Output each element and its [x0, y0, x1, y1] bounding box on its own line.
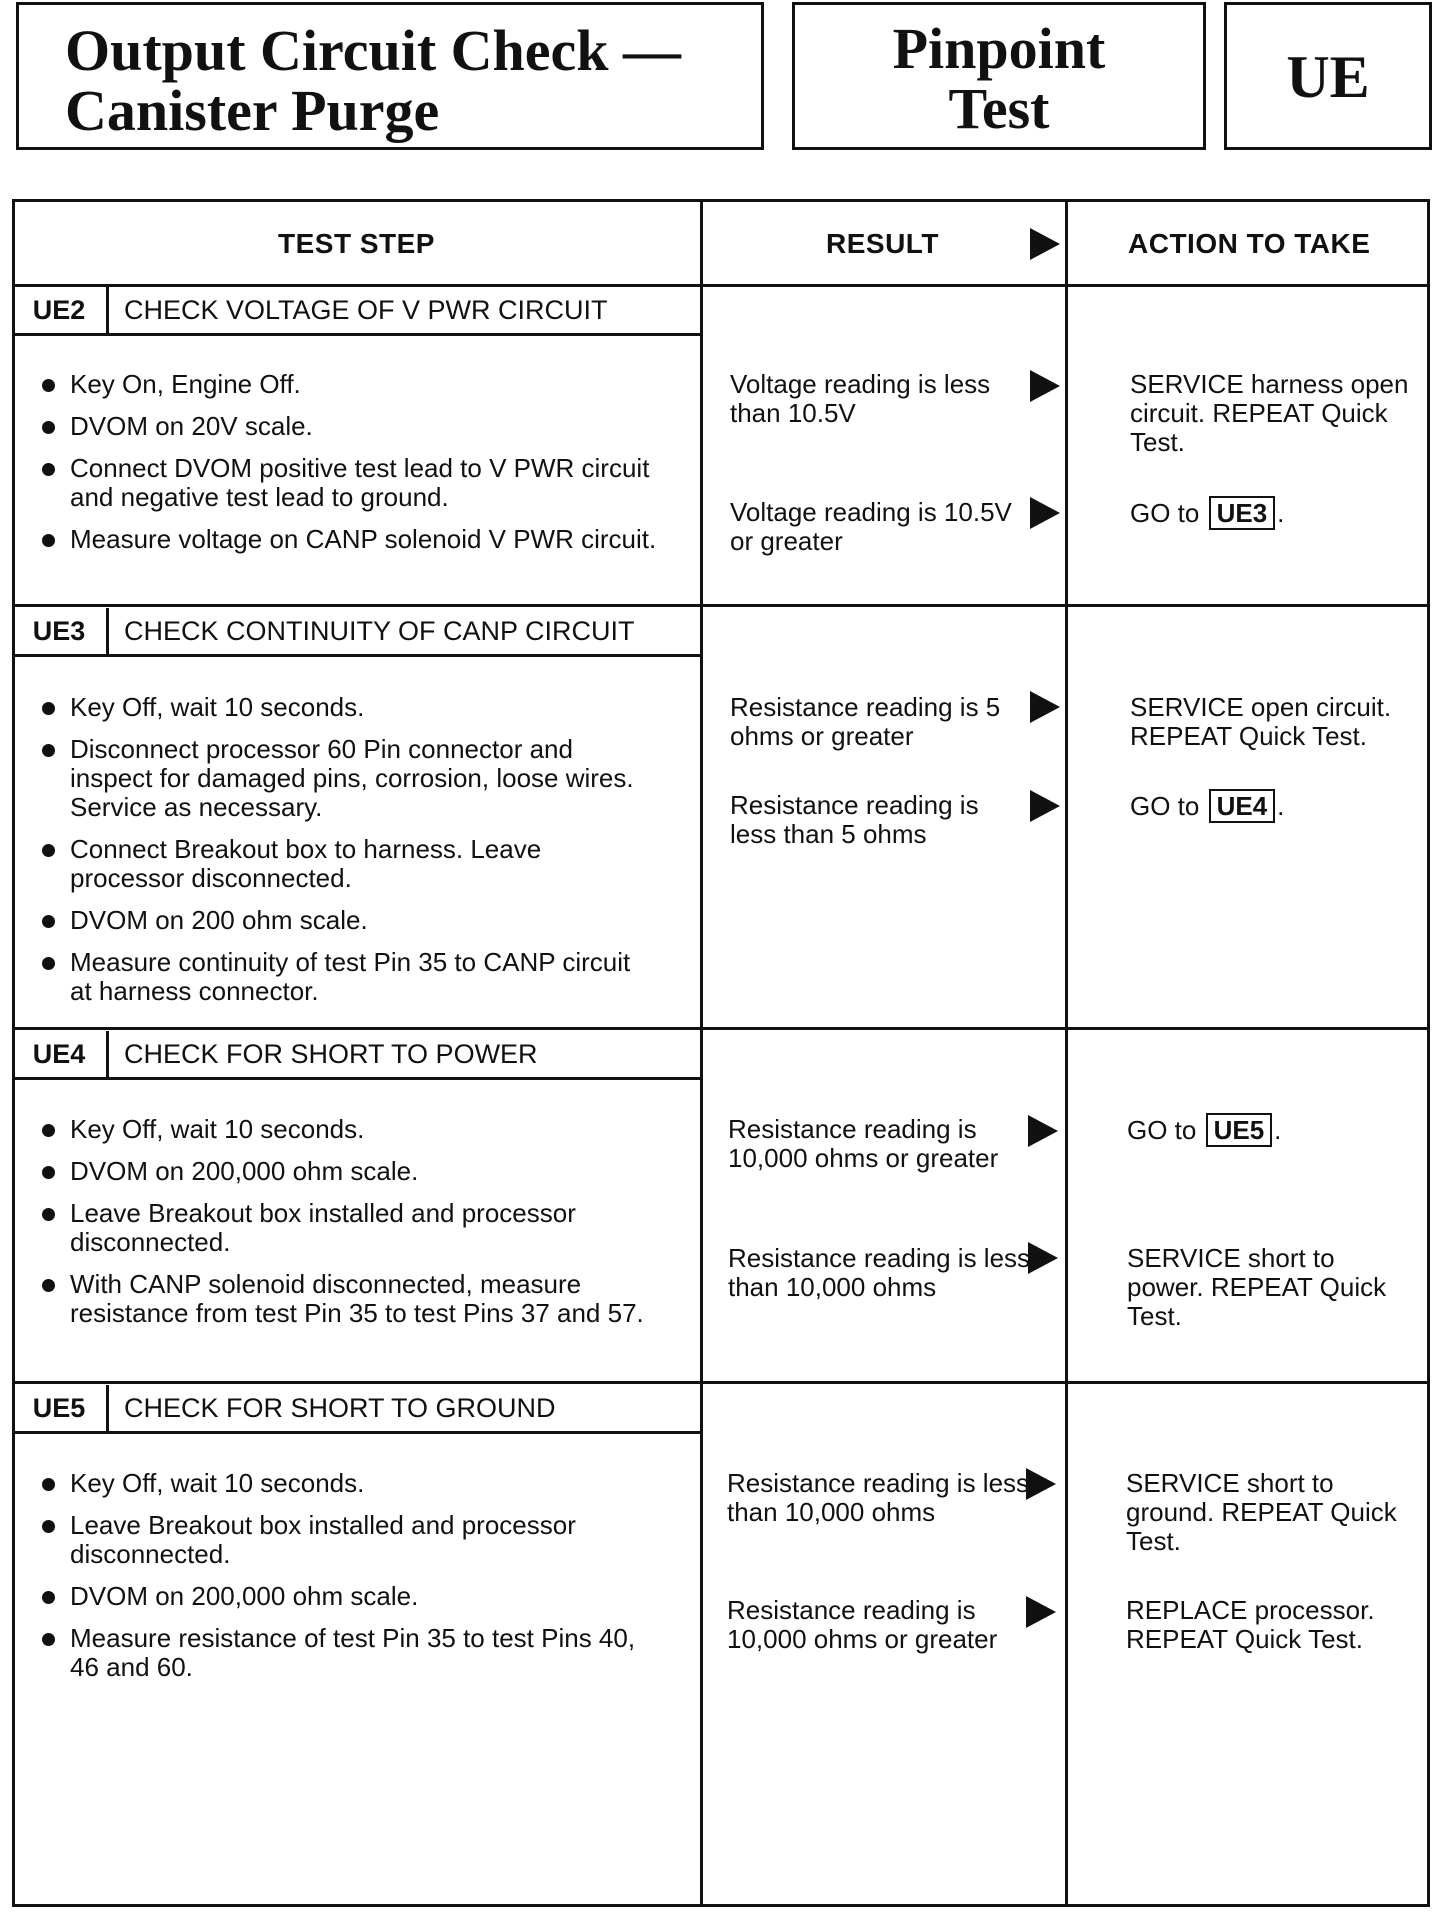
goto-step-link[interactable]: UE4: [1209, 789, 1276, 823]
column-header-action: ACTION TO TAKE: [1128, 228, 1371, 259]
column-header-result: RESULT: [826, 228, 939, 259]
list-item: Measure voltage on CANP solenoid V PWR circuit.: [38, 525, 658, 554]
step-header-ue4: [12, 1031, 700, 1080]
list-item: Connect DVOM positive test lead to V PWR circuit and negative test lead to ground.: [38, 454, 658, 512]
list-item: DVOM on 200,000 ohm scale.: [38, 1582, 658, 1611]
row-divider-ue3: [12, 604, 1430, 607]
list-item: Leave Breakout box installed and processor disconnected.: [38, 1199, 658, 1257]
list-item: Key Off, wait 10 seconds.: [38, 1115, 658, 1144]
step-title: CHECK FOR SHORT TO GROUND: [124, 1393, 556, 1423]
list-item: Measure resistance of test Pin 35 to test Pins 40, 46 and 60.: [38, 1624, 658, 1682]
bullet-icon: [42, 744, 55, 757]
bullet-icon: [42, 957, 55, 970]
step-code: UE2: [12, 287, 109, 333]
list-item: With CANP solenoid disconnected, measure resistance from test Pin 35 to test Pins 37 and 57.: [38, 1270, 658, 1328]
step-code: UE3: [12, 608, 109, 654]
row-divider-ue5: [12, 1381, 1430, 1384]
arrow-right-icon: [1030, 790, 1060, 822]
row-divider-ue4: [12, 1027, 1430, 1030]
step-title: CHECK VOLTAGE OF V PWR CIRCUIT: [124, 295, 608, 325]
arrow-right-icon: [1030, 691, 1060, 723]
result-text: Resistance reading is less than 5 ohms: [730, 790, 979, 849]
bullet-icon: [42, 1166, 55, 1179]
list-item: Measure continuity of test Pin 35 to CANP circuit at harness connector.: [38, 948, 658, 1006]
arrow-right-icon: [1026, 1596, 1056, 1628]
result-text: Voltage reading is 10.5V or greater: [730, 497, 1012, 556]
list-item: Key Off, wait 10 seconds.: [38, 693, 658, 722]
test-code: UE: [1224, 2, 1432, 150]
action-goto: GO to UE3 .: [1130, 498, 1285, 528]
bullet-icon: [42, 1124, 55, 1137]
bullet-icon: [42, 915, 55, 928]
step-instructions-ue4: [38, 1115, 658, 1341]
step-header-ue3: [12, 608, 700, 657]
list-item: Key Off, wait 10 seconds.: [38, 1469, 658, 1498]
step-header-ue5: [12, 1385, 700, 1434]
bullet-icon: [42, 844, 55, 857]
goto-step-link[interactable]: UE3: [1209, 496, 1276, 530]
step-code: UE4: [12, 1031, 109, 1077]
column-header-test-step: TEST STEP: [278, 228, 435, 259]
action-text: REPLACE processor. REPEAT Quick Test.: [1126, 1595, 1375, 1654]
arrow-right-icon: [1026, 1468, 1056, 1500]
arrow-right-icon: [1030, 370, 1060, 402]
action-goto: GO to UE5 .: [1127, 1115, 1282, 1145]
result-text: Resistance reading is 10,000 ohms or greater: [727, 1595, 998, 1654]
step-instructions-ue2: [38, 370, 658, 567]
list-item: DVOM on 20V scale.: [38, 412, 658, 441]
bullet-icon: [42, 1478, 55, 1491]
step-instructions-ue3: [38, 693, 658, 1019]
result-text: Resistance reading is less than 10,000 ohms: [727, 1468, 1030, 1527]
step-header-ue2: [12, 287, 700, 336]
bullet-icon: [42, 1520, 55, 1533]
result-text: Voltage reading is less than 10.5V: [730, 369, 991, 428]
action-goto: GO to UE4 .: [1130, 791, 1285, 821]
step-code: UE5: [12, 1385, 109, 1431]
action-text: SERVICE open circuit. REPEAT Quick Test.: [1130, 692, 1392, 751]
bullet-icon: [42, 1279, 55, 1292]
arrow-right-icon: [1028, 1242, 1058, 1274]
list-item: Connect Breakout box to harness. Leave processor disconnected.: [38, 835, 658, 893]
arrow-right-icon: [1030, 497, 1060, 529]
list-item: DVOM on 200,000 ohm scale.: [38, 1157, 658, 1186]
result-text: Resistance reading is less than 10,000 ohms: [728, 1243, 1031, 1302]
bullet-icon: [42, 1633, 55, 1646]
bullet-icon: [42, 702, 55, 715]
column-divider-action: [1065, 199, 1068, 1907]
list-item: DVOM on 200 ohm scale.: [38, 906, 658, 935]
title-line-2: Canister Purge: [65, 78, 440, 143]
column-divider-result: [700, 199, 703, 1907]
pinpoint-line-2: Test: [948, 76, 1050, 141]
arrow-right-icon: [1030, 228, 1060, 260]
page-title: [16, 2, 764, 150]
title-line-1: Output Circuit Check —: [65, 18, 682, 83]
pinpoint-test-label: [792, 2, 1206, 150]
action-text: SERVICE harness open circuit. REPEAT Quick Test.: [1130, 369, 1409, 457]
bullet-icon: [42, 421, 55, 434]
result-text: Resistance reading is 10,000 ohms or greater: [728, 1114, 999, 1173]
bullet-icon: [42, 1208, 55, 1221]
list-item: Key On, Engine Off.: [38, 370, 658, 399]
action-text: SERVICE short to ground. REPEAT Quick Test.: [1126, 1468, 1397, 1556]
list-item: Disconnect processor 60 Pin connector and inspect for damaged pins, corrosion, loose wires. Service as necessary.: [38, 735, 658, 822]
arrow-right-icon: [1028, 1115, 1058, 1147]
bullet-icon: [42, 463, 55, 476]
bullet-icon: [42, 379, 55, 392]
goto-step-link[interactable]: UE5: [1206, 1113, 1273, 1147]
list-item: Leave Breakout box installed and processor disconnected.: [38, 1511, 658, 1569]
action-text: SERVICE short to power. REPEAT Quick Test.: [1127, 1243, 1387, 1331]
step-title: CHECK FOR SHORT TO POWER: [124, 1039, 538, 1069]
result-text: Resistance reading is 5 ohms or greater: [730, 692, 1001, 751]
step-instructions-ue5: [38, 1469, 658, 1695]
bullet-icon: [42, 534, 55, 547]
step-title: CHECK CONTINUITY OF CANP CIRCUIT: [124, 616, 635, 646]
bullet-icon: [42, 1591, 55, 1604]
pinpoint-line-1: Pinpoint: [892, 16, 1106, 81]
